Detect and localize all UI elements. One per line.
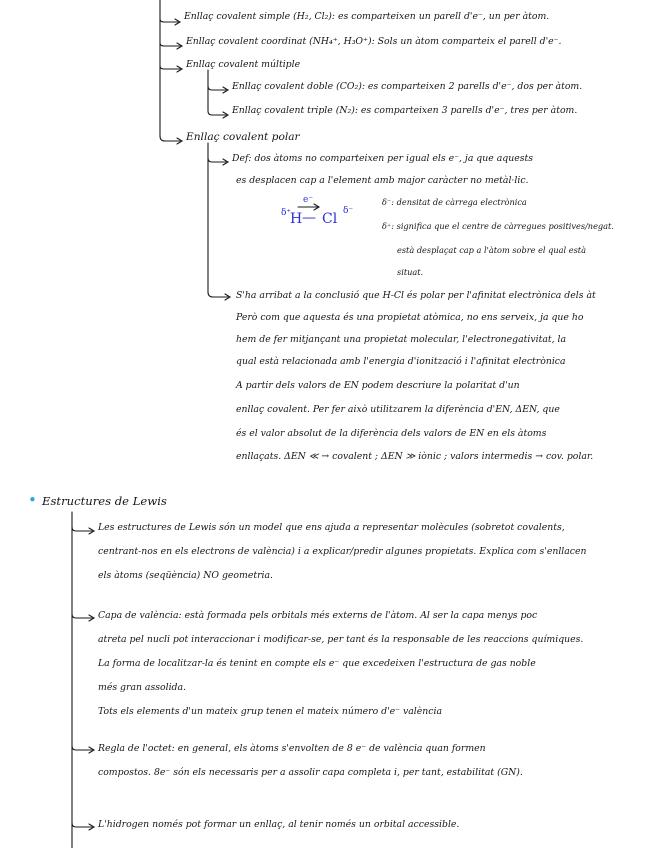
- delta-plus-symbol: δ⁺: [281, 208, 292, 218]
- delta-minus-symbol: δ⁻: [343, 206, 354, 216]
- bond-dash: —: [302, 210, 316, 226]
- multiple-bond-heading: Enllaç covalent múltiple: [186, 59, 301, 70]
- section-bullet: •: [28, 491, 37, 509]
- hydrogen-symbol: H: [290, 211, 303, 227]
- lewis-intro-line-2: centrant-nos en els electrons de valència) i a explicar/predir algunes propietats. Explica com s'enllacen: [98, 546, 587, 557]
- polar-definition-line-1: Def: dos àtoms no comparteixen per igual els e⁻, ja que aquests: [232, 153, 533, 164]
- lewis-heading: Estructures de Lewis: [42, 494, 167, 508]
- valence-shell-line-3: La forma de localitzar-la és tenint en compte els e⁻ que excedeixen l'estructura de gas noble: [98, 658, 536, 669]
- simple-bond-line: Enllaç covalent simple (H₂, Cl₂): es comparteixen un parell d'e⁻, un per àtom.: [184, 11, 550, 22]
- triple-bond-line: Enllaç covalent triple (N₂): es comparteixen 3 parells d'e⁻, tres per àtom.: [232, 105, 578, 116]
- conclusion-line-5: A partir dels valors de EN podem descriure la polaritat d'un: [236, 380, 520, 391]
- valence-shell-line-5: Tots els elements d'un mateix grup tenen el mateix número d'e⁻ valència: [98, 706, 442, 717]
- conclusion-line-8: enllaçats. ΔEN ≪ → covalent ; ΔEN ≫ iònic ; valors intermedis → cov. polar.: [236, 451, 594, 462]
- conclusion-line-7: és el valor absolut de la diferència dels valors de EN en els àtoms: [236, 428, 547, 439]
- double-bond-line: Enllaç covalent doble (CO₂): es comparteixen 2 parells d'e⁻, dos per àtom.: [232, 81, 583, 92]
- electron-label: e⁻: [303, 195, 314, 205]
- lewis-intro-line-1: Les estructures de Lewis són un model que ens ajuda a representar molècules (sobretot covalents,: [98, 522, 565, 533]
- conclusion-line-4: qual està relacionada amb l'energia d'ionització i l'afinitat electrònica: [236, 356, 566, 367]
- polar-definition-line-2: es desplacen cap a l'element amb major caràcter no metàl·lic.: [236, 175, 529, 186]
- hydrogen-rule-line: L'hidrogen només pot formar un enllaç, al tenir només un orbital accessible.: [98, 819, 460, 830]
- octet-rule-line-1: Regla de l'octet: en general, els àtoms s'envolten de 8 e⁻ de valència quan formen: [98, 743, 486, 754]
- delta-plus-note-line-1: δ⁺: significa que el centre de càrregues positives/negat.: [382, 221, 614, 231]
- conclusion-line-1: S'ha arribat a la conclusió que H-Cl és polar per l'afinitat electrònica dels àt: [236, 290, 596, 301]
- valence-shell-line-1: Capa de valència: està formada pels orbitals més externs de l'àtom. Al ser la capa menys poc: [98, 610, 538, 621]
- lewis-intro-line-3: els àtoms (seqüència) NO geometria.: [98, 570, 273, 581]
- delta-plus-note-line-3: situat.: [397, 267, 424, 277]
- octet-rule-line-2: compostos. 8e⁻ són els necessaris per a assolir capa completa i, per tant, estabilitat (GN).: [98, 767, 523, 778]
- conclusion-line-3: hem de fer mitjançant una propietat molecular, l'electronegativitat, la: [236, 334, 567, 345]
- conclusion-line-2: Però com que aquesta és una propietat atòmica, no ens serveix, ja que ho: [236, 312, 584, 323]
- delta-minus-note: δ⁻: densitat de càrrega electrònica: [382, 197, 527, 207]
- delta-plus-note-line-2: està desplaçat cap a l'àtom sobre el qual està: [397, 245, 586, 255]
- chlorine-symbol: Cl: [322, 211, 338, 227]
- conclusion-line-6: enllaç covalent. Per fer això utilitzarem la diferència d'EN, ΔEN, que: [236, 404, 560, 415]
- valence-shell-line-4: més gran assolida.: [98, 682, 187, 693]
- coordinate-bond-line: Enllaç covalent coordinat (NH₄⁺, H₃O⁺): Sols un àtom comparteix el parell d'e⁻.: [186, 36, 562, 47]
- polar-bond-heading: Enllaç covalent polar: [186, 131, 300, 143]
- valence-shell-line-2: atreta pel nucli pot interaccionar i modificar-se, per tant és la responsable de les reaccions químiques.: [98, 634, 584, 645]
